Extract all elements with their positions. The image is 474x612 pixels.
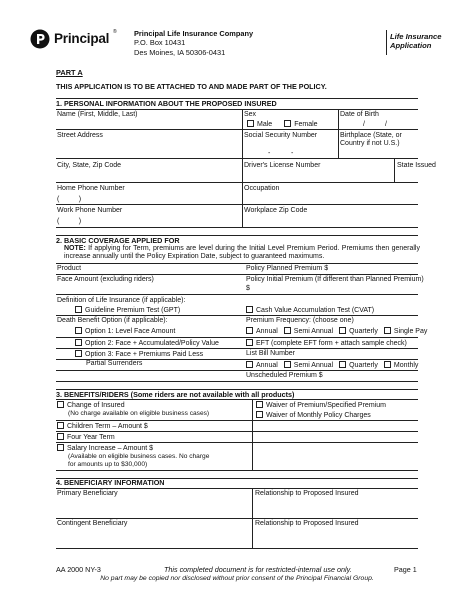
gpt-checkbox[interactable]: [75, 306, 82, 313]
logo-text: Principal: [54, 31, 110, 46]
sex-label: Sex: [244, 111, 257, 118]
section2-title: 2. BASIC COVERAGE APPLIED FOR: [56, 236, 180, 245]
male-label: Male: [257, 121, 273, 128]
section1-grid-rule-0: [56, 109, 418, 110]
section1-title: 1. PERSONAL INFORMATION ABOUT THE PROPOSED INSURED: [56, 99, 277, 108]
address-line-1: P.O. Box 10431: [134, 38, 186, 48]
option2-checkbox[interactable]: [75, 339, 82, 346]
section2-note: [64, 245, 420, 261]
unscheduled-input[interactable]: [333, 371, 416, 380]
children-term-checkbox[interactable]: [57, 422, 64, 429]
state-issued-input[interactable]: [396, 170, 417, 179]
salary-increase-amount-input[interactable]: [163, 443, 250, 452]
grid-vline: [242, 129, 243, 158]
cvat-label: Cash Value Accumulation Test (CVAT): [256, 307, 375, 314]
eft-checkbox[interactable]: [246, 339, 253, 346]
waiver-premium-label: Waiver of Premium/Specified Premium: [266, 402, 386, 409]
street-input[interactable]: [57, 140, 240, 156]
option1-checkbox[interactable]: [75, 327, 82, 334]
name-input[interactable]: [57, 119, 240, 128]
section1-grid-rule-3: [56, 182, 418, 183]
grid-vline: [252, 442, 253, 470]
section1-grid-rule-2: [56, 158, 418, 159]
waiver-monthly-option: [256, 411, 371, 420]
grid-vline: [242, 182, 243, 204]
grid-vline: [252, 420, 253, 431]
note-label: NOTE:: [64, 245, 86, 252]
four-year-label: Four Year Term: [67, 434, 115, 441]
part-label: PART A: [56, 68, 83, 77]
section4-title: 4. BENEFICIARY INFORMATION: [56, 478, 165, 487]
product-input[interactable]: [82, 264, 234, 273]
quarterly-2-label: Quarterly: [349, 362, 378, 369]
death-benefit-label: Death Benefit Option (if applicable):: [57, 317, 168, 324]
eft-label: EFT (complete EFT form + attach sample check): [256, 340, 407, 347]
grid-vline: [242, 204, 243, 227]
primary-beneficiary-label: Primary Beneficiary: [57, 490, 118, 497]
contingent-beneficiary-label: Contingent Beneficiary: [57, 520, 128, 527]
planned-premium-label: Policy Planned Premium $: [246, 265, 329, 272]
grid-vline: [242, 158, 243, 182]
face-amount-label: Face Amount (excluding riders): [57, 276, 154, 283]
home-phone-input[interactable]: [57, 194, 240, 203]
contingent-relationship-input[interactable]: [255, 529, 416, 546]
cvat-checkbox[interactable]: [246, 306, 253, 313]
salary-note-line-1: (Available on eligible business cases. No charge: [68, 453, 210, 460]
ssn-label: Social Security Number: [244, 132, 318, 139]
planned-premium-input[interactable]: [338, 264, 416, 273]
salary-increase-checkbox[interactable]: [57, 444, 64, 451]
copy-notice: No part may be copied nor disclosed without prior consent of the Principal Financial Group.: [100, 575, 374, 582]
annual-label: Annual: [256, 328, 278, 335]
section1-grid-rule-1: [56, 129, 418, 130]
salary-increase-option: [57, 444, 153, 453]
attach-notice: THIS APPLICATION IS TO BE ATTACHED TO AND MADE PART OF THE POLICY.: [56, 82, 327, 91]
grid-vline: [252, 518, 253, 548]
option2-option: [75, 339, 219, 348]
product-label: Product: [57, 265, 82, 272]
change-insured-label: Change of Insured: [67, 402, 125, 409]
eft-option: [246, 339, 407, 348]
children-term-amount-input[interactable]: [160, 421, 250, 430]
semi-annual-2-label: Semi Annual: [293, 362, 334, 369]
section2-grid-rule-6: [56, 359, 418, 360]
option3-label: Option 3: Face + Premiums Paid Less: [85, 351, 204, 358]
section4-bottom-rule: [56, 548, 418, 549]
option1-option: [75, 327, 175, 336]
principal-logo-icon: [30, 29, 50, 49]
work-phone-label: Work Phone Number: [57, 207, 123, 214]
contingent-beneficiary-input[interactable]: [57, 529, 249, 546]
waiver-monthly-label: Waiver of Monthly Policy Charges: [266, 412, 371, 419]
contingent-relationship-label: Relationship to Proposed Insured: [255, 520, 359, 527]
initial-premium-dollar: $: [246, 285, 250, 292]
city-input[interactable]: [57, 170, 240, 179]
section4-grid-rule-1: [56, 518, 418, 519]
primary-beneficiary-input[interactable]: [57, 499, 249, 516]
document-title: [390, 32, 441, 51]
cvat-option: [246, 306, 374, 315]
single-pay-checkbox[interactable]: [384, 327, 391, 334]
section1-grid-rule-4: [56, 204, 418, 205]
home-phone-parens: ( ): [57, 196, 82, 203]
frequency-row-1: [246, 327, 427, 336]
state-issued-label: State Issued: [397, 162, 436, 169]
address-line-2: Des Moines, IA 50306-0431: [134, 47, 226, 57]
sex-options: [247, 120, 318, 129]
face-amount-input[interactable]: [57, 284, 234, 293]
principal-logo: [30, 28, 130, 50]
option1-label: Option 1: Level Face Amount: [85, 328, 176, 335]
section2-grid-rule-3: [56, 315, 418, 316]
grid-vline: [338, 109, 339, 129]
gpt-label: Guideline Premium Test (GPT): [85, 307, 181, 314]
male-checkbox[interactable]: [247, 120, 254, 127]
female-checkbox[interactable]: [284, 120, 291, 127]
ssn-input[interactable]: [244, 141, 336, 156]
workplace-zip-input[interactable]: [244, 216, 416, 225]
salary-increase-label: Salary Increase – Amount $: [67, 445, 153, 452]
four-year-option: [57, 433, 115, 442]
grid-vline: [252, 431, 253, 442]
primary-relationship-label: Relationship to Proposed Insured: [255, 490, 359, 497]
change-insured-note: (No charge available on eligible business cases): [68, 410, 210, 417]
license-input[interactable]: [244, 170, 392, 179]
definition-label: Definition of Life Insurance (if applicable):: [57, 297, 186, 304]
work-phone-parens: ( ): [57, 218, 82, 225]
waiver-premium-checkbox[interactable]: [256, 401, 263, 408]
logo-registered-mark: ®: [113, 29, 117, 35]
work-phone-input[interactable]: [57, 216, 240, 225]
section1-bottom-rule: [56, 227, 418, 228]
initial-premium-input[interactable]: [253, 284, 416, 293]
annual-2-checkbox[interactable]: [246, 361, 253, 368]
dob-label: Date of Birth: [340, 111, 379, 118]
document-title-line-2: Application: [390, 41, 432, 51]
document-title-line-1: Life Insurance: [390, 32, 442, 41]
initial-premium-label: Policy Initial Premium (If different than Planned Premium): [246, 276, 424, 283]
company-name: Principal Life Insurance Company: [134, 29, 254, 38]
city-label: City, State, Zip Code: [57, 162, 122, 169]
option3-label-continued: Partial Surrenders: [86, 360, 143, 367]
monthly-label: Monthly: [393, 362, 419, 369]
form-number: AA 2000 NY-3: [56, 565, 101, 574]
semi-annual-checkbox[interactable]: [284, 327, 291, 334]
premium-frequency-label: Premium Frequency: (choose one): [246, 317, 354, 324]
ssn-separator-1: -: [268, 150, 271, 157]
grid-vline: [252, 488, 253, 518]
section2-grid-rule-4: [56, 337, 418, 338]
quarterly-label: Quarterly: [349, 328, 378, 335]
waiver-monthly-checkbox[interactable]: [256, 411, 263, 418]
name-label: Name (First, Middle, Last): [57, 111, 138, 118]
grid-vline: [252, 399, 253, 420]
annual-checkbox[interactable]: [246, 327, 253, 334]
option3-checkbox[interactable]: [75, 350, 82, 357]
section4-grid-rule-0: [56, 488, 418, 489]
section3-grid-rule-0: [56, 399, 418, 400]
note-text: If applying for Term, premiums are level during the Initial Level Premium Period. Premiums then generally increase annually until the Policy Expiration Date, subject to guaranteed maximums.: [64, 245, 420, 261]
company-address-block: [134, 29, 253, 57]
primary-relationship-input[interactable]: [255, 499, 416, 516]
four-year-checkbox[interactable]: [57, 433, 64, 440]
quarterly-2-checkbox[interactable]: [339, 361, 346, 368]
home-phone-label: Home Phone Number: [57, 185, 125, 192]
quarterly-checkbox[interactable]: [339, 327, 346, 334]
dob-input[interactable]: [340, 119, 416, 128]
occupation-label: Occupation: [244, 185, 280, 192]
section3-grid-rule-2: [56, 431, 418, 432]
birthplace-input[interactable]: [340, 149, 416, 157]
title-divider: [386, 30, 387, 55]
monthly-checkbox[interactable]: [384, 361, 391, 368]
section2-grid-rule-1: [56, 274, 418, 275]
street-label: Street Address: [57, 132, 103, 139]
female-label: Female: [294, 121, 318, 128]
page-number: Page 1: [394, 565, 417, 574]
birthplace-label: Birthplace (State, or Country if not U.S.): [340, 132, 402, 148]
semi-annual-label: Semi Annual: [293, 328, 334, 335]
list-bill-input[interactable]: [305, 349, 416, 358]
salary-note-line-2: for amounts up to $30,000): [68, 461, 148, 468]
option2-label: Option 2: Face + Accumulated/Policy Value: [85, 340, 219, 347]
change-insured-option: [57, 401, 125, 410]
grid-vline: [394, 158, 395, 182]
grid-vline: [338, 129, 339, 158]
waiver-premium-option: [256, 401, 386, 410]
unscheduled-label: Unscheduled Premium $: [246, 372, 323, 379]
single-pay-label: Single Pay: [393, 328, 428, 335]
grid-vline: [242, 109, 243, 129]
semi-annual-2-checkbox[interactable]: [284, 361, 291, 368]
restricted-notice: This completed document is for restricted-internal use only.: [164, 565, 352, 574]
list-bill-label: List Bill Number: [246, 350, 296, 357]
dob-separator-1: /: [363, 121, 365, 128]
frequency-row-2: [246, 361, 418, 370]
license-label: Driver's License Number: [244, 162, 321, 169]
section3-title: 3. BENEFITS/RIDERS (Some riders are not available with all products): [56, 390, 295, 399]
annual-2-label: Annual: [256, 362, 278, 369]
dob-separator-2: /: [385, 121, 387, 128]
occupation-input[interactable]: [244, 194, 416, 203]
workplace-zip-label: Workplace Zip Code: [244, 207, 308, 214]
option3-option: [75, 350, 203, 359]
section2-bottom-rule: [56, 381, 418, 382]
ssn-separator-2: -: [291, 150, 294, 157]
section3-bottom-rule: [56, 470, 418, 471]
children-term-option: [57, 422, 148, 431]
children-term-label: Children Term – Amount $: [67, 423, 148, 430]
change-insured-checkbox[interactable]: [57, 401, 64, 408]
section2-grid-rule-2: [56, 294, 418, 295]
gpt-option: [75, 306, 180, 315]
